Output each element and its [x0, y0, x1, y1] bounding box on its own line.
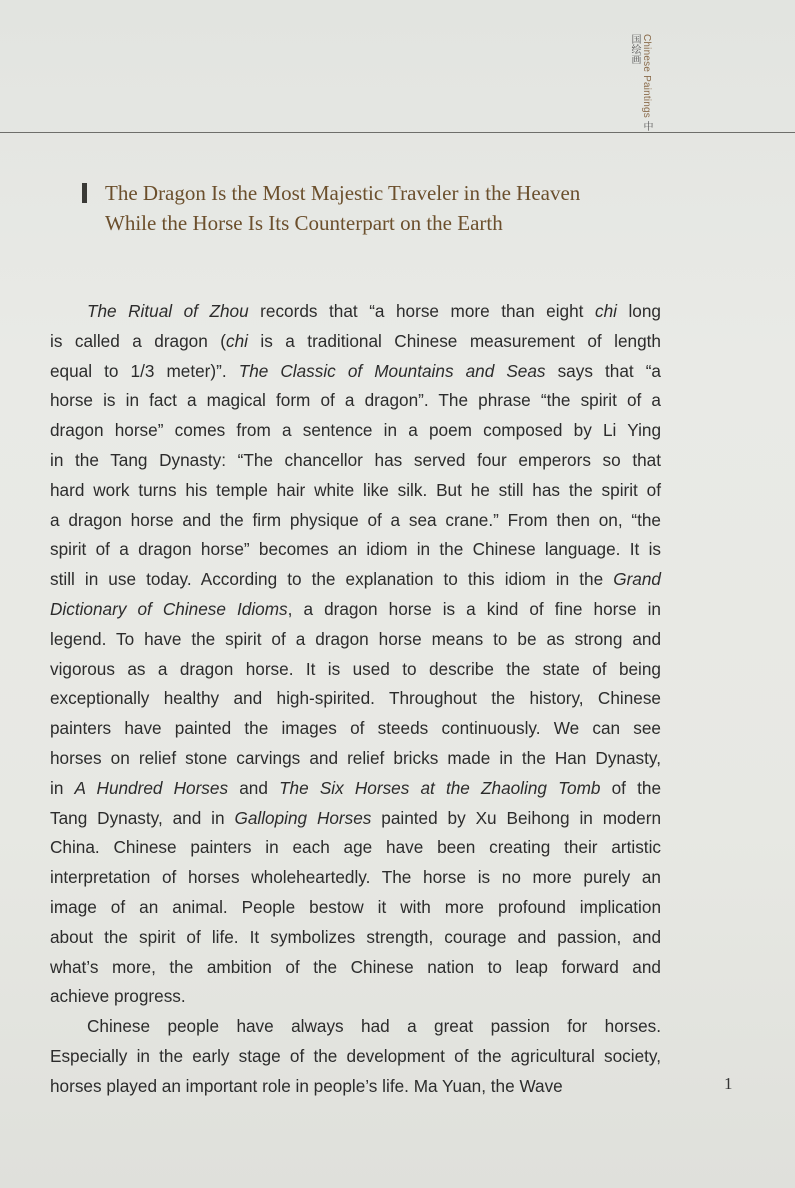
text-segment: spirit of a dragon horse” becomes an idiom in the Chinese language. It is: [50, 539, 661, 560]
text-segment: horse is in fact a magical form of a dragon”. The phrase “the spirit of a: [50, 390, 661, 411]
text-segment: , a dragon horse is a kind of fine horse in: [287, 598, 661, 619]
text-line: [50, 327, 661, 357]
text-segment: equal to 1/3 meter)”.: [50, 360, 239, 381]
text-segment: exceptionally healthy and high-spirited. Throughout the history, Chinese: [50, 688, 661, 709]
text-line: [50, 1012, 661, 1042]
text-line: [50, 923, 661, 953]
text-line: [50, 297, 661, 327]
text-segment: interpretation of horses wholeheartedly. The horse is no more purely an: [50, 867, 661, 888]
page-number: 1: [724, 1074, 733, 1093]
text-segment: hard work turns his temple hair white like silk. But he still has the spirit of: [50, 479, 661, 500]
section-title-line-2: While the Horse Is Its Counterpart on the Earth: [105, 211, 503, 235]
running-head: [628, 34, 652, 133]
text-segment: in: [50, 777, 75, 798]
running-head-chinese: 中国绘画: [629, 34, 652, 132]
text-segment: says that “a: [545, 360, 661, 381]
text-line: [50, 744, 661, 774]
paragraph-2: [50, 1012, 661, 1101]
italic-title-text: Galloping Horses: [234, 807, 372, 828]
text-line: [50, 416, 661, 446]
text-line: [50, 595, 661, 625]
body-text: [50, 297, 661, 1102]
text-segment: what’s more, the ambition of the Chinese nation to leap forward and: [50, 956, 661, 977]
section-title: [105, 178, 665, 238]
text-line: [50, 893, 661, 923]
text-line: [50, 386, 661, 416]
text-line: [50, 714, 661, 744]
text-segment: horses played an important role in people’s life. Ma Yuan, the Wave: [50, 1075, 563, 1096]
text-segment: about the spirit of life. It symbolizes strength, courage and passion, and: [50, 926, 661, 947]
text-segment: horses on relief stone carvings and relief bricks made in the Han Dynasty,: [50, 747, 661, 768]
text-line: [50, 1072, 661, 1102]
header-divider: [0, 132, 795, 133]
text-segment: China. Chinese painters in each age have been creating their artistic: [50, 837, 661, 858]
text-segment: long: [616, 301, 661, 321]
text-line: [50, 446, 661, 476]
text-segment: vigorous as a dragon horse. It is used to describe the state of being: [50, 658, 661, 679]
text-line: [50, 506, 661, 536]
text-segment: Chinese people have always had a great passion for horses.: [87, 1016, 661, 1037]
text-segment: is called a dragon (: [50, 330, 226, 351]
italic-title-text: The Classic of Mountains and Seas: [238, 360, 546, 381]
text-segment: dragon horse” comes from a sentence in a poem composed by Li Ying: [50, 420, 661, 441]
text-line: [50, 684, 661, 714]
text-segment: of the: [600, 777, 662, 798]
text-segment: still in use today. According to the explanation to this idiom in the: [50, 569, 614, 590]
text-line: [50, 357, 661, 387]
text-line: [50, 1042, 661, 1072]
italic-title-text: Grand: [613, 569, 661, 590]
text-segment: records that “a horse more than eight: [248, 301, 595, 321]
text-line: [50, 535, 661, 565]
text-segment: achieve progress.: [50, 986, 186, 1007]
text-segment: Especially in the early stage of the development of the agricultural society,: [50, 1045, 661, 1066]
text-segment: and: [228, 777, 280, 798]
paragraph-1: [50, 297, 661, 1012]
text-segment: is a traditional Chinese measurement of length: [247, 330, 661, 351]
text-line: [50, 774, 661, 804]
text-line: [50, 476, 661, 506]
text-line: [50, 863, 661, 893]
text-line: [50, 804, 661, 834]
text-segment: Tang Dynasty, and in: [50, 807, 235, 828]
italic-title-text: The Six Horses at the Zhaoling Tomb: [279, 777, 601, 798]
text-segment: a dragon horse and the firm physique of a sea crane.” From then on, “the: [50, 509, 661, 530]
text-line: [50, 982, 661, 1012]
text-line: [50, 625, 661, 655]
text-line: [50, 655, 661, 685]
text-line: [50, 833, 661, 863]
text-segment: painters have painted the images of steeds continuously. We can see: [50, 718, 661, 739]
italic-title-text: A Hundred Horses: [74, 777, 229, 798]
italic-title-text: The Ritual of Zhou: [87, 301, 249, 321]
text-segment: in the Tang Dynasty: “The chancellor has served four emperors so that: [50, 449, 661, 470]
running-head-english: Chinese Paintings: [641, 34, 652, 119]
page-header: [0, 0, 795, 133]
text-line: [50, 565, 661, 595]
text-line: [50, 953, 661, 983]
section-title-line-1: The Dragon Is the Most Majestic Traveler in the Heaven: [105, 181, 581, 205]
italic-title-text: chi: [594, 301, 617, 321]
text-segment: legend. To have the spirit of a dragon horse means to be as strong and: [50, 628, 661, 649]
text-segment: image of an animal. People bestow it with more profound implication: [50, 896, 661, 917]
italic-title-text: chi: [225, 330, 248, 351]
text-segment: painted by Xu Beihong in modern: [371, 807, 661, 828]
title-marker-bar: [82, 183, 87, 203]
italic-title-text: Dictionary of Chinese Idioms: [50, 598, 288, 619]
